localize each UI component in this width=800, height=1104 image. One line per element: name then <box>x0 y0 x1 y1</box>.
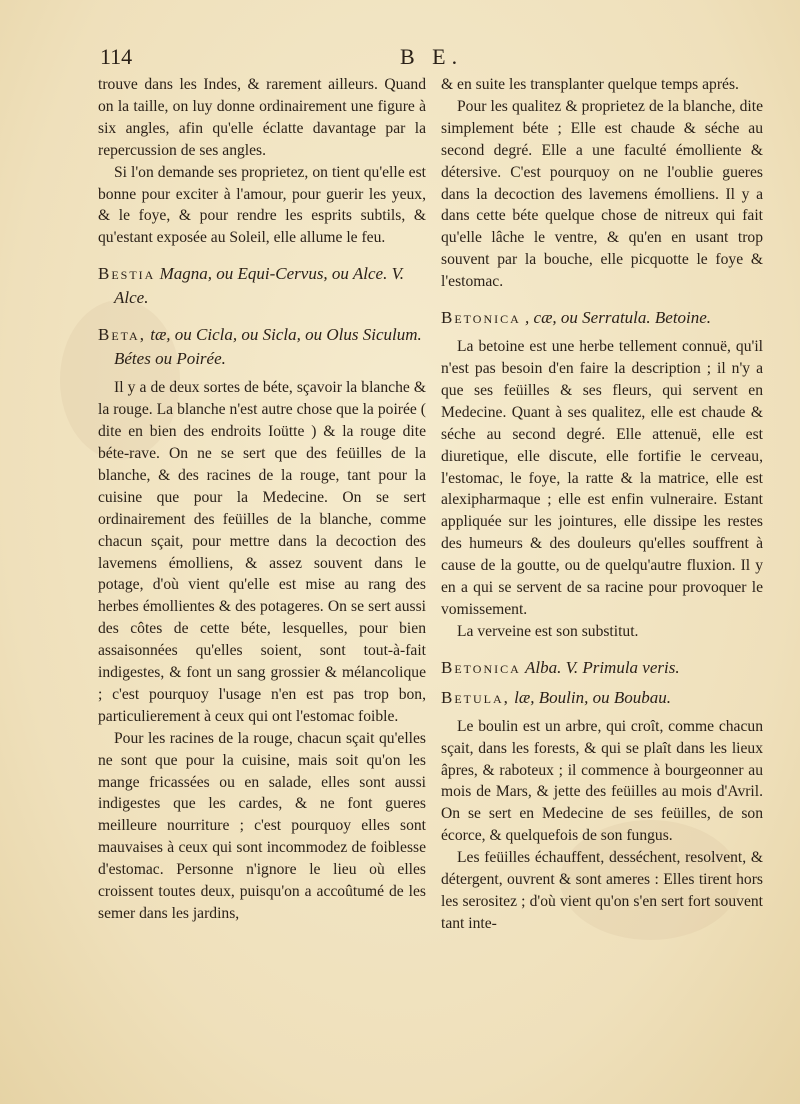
entry-heading-betonica <box>441 306 763 330</box>
headword-variants: , cæ, ou Serratula. Betoine. <box>525 308 712 328</box>
headword-variants: læ, Boulin, ou Boubau. <box>514 687 671 707</box>
headword: Betula, <box>441 687 510 707</box>
headword: Bestia <box>98 264 156 284</box>
paragraph: Pour les qualitez & proprietez de la blanche, dite simplement béte ; Elle est chaude & séche au second degré. Elle a une faculté émolliente & détersive. C'est pourquoy on ne l'oublie gueres dans la decoction des lavemens émolliens. Il y a dans cette béte quelque chose de nitreux qui fait qu'elle lâche le ventre, & qu'en en usant trop souvent par la bouche, elle picquotte le foye & l'estomac. <box>441 97 763 291</box>
running-head <box>100 44 760 74</box>
headword: Beta, <box>98 325 146 345</box>
headword: Betonica <box>441 657 521 677</box>
headword-variants: Alba. V. Primula veris. <box>525 657 680 677</box>
paragraph: Si l'on demande ses proprietez, on tient qu'elle est bonne pour exciter à l'amour, pour guerir les yeux, & le foye, & pour rendre les esprits subtils, & qu'estant exposée au Soleil, elle allume le feu. <box>98 163 426 247</box>
headword-variants: tæ, ou Cicla, ou Sicla, ou Olus Siculum. Bétes ou Poirée. <box>114 325 422 369</box>
paragraph: Les feüilles échauffent, desséchent, resolvent, & détergent, ouvrent & sont ameres : Elles tirent hors les serositez ; d'où vient qu'on s'en sert fort souvent tant inte- <box>441 849 763 932</box>
paragraph: La verveine est son substitut. <box>457 622 639 640</box>
paragraph: & en suite les transplanter quelque temps aprés. <box>441 76 739 93</box>
headword-variants: Magna, ou Equi-Cervus, ou Alce. V. Alce. <box>114 264 405 308</box>
entry-heading-beta <box>98 323 426 371</box>
paragraph: La betoine est une herbe tellement connuë, qu'il n'est pas besoin d'en faire la description ; il n'y a que ses feüilles & ses fleurs, qui servent en Medecine. Quant à ses qualitez, elle est chaude & séche au second degré. Elle attenuë, elle est diuretique, elle discute, elle fortifie le cerveau, l'estomac, le foye, la ratte & la matrice, elle est alexipharmaque ; elle est enfin vulneraire. Estant appliquée sur les jointures, elle dissipe les restes des humeurs & des douleurs qu'elles souffrent à cause de la goutte, ou de quelqu'autre fluxion. Il y en a qui se servent de sa racine pour provoquer le vomissement. <box>441 338 763 618</box>
entry-heading-betula <box>441 686 763 710</box>
entry-heading-betonica-alba <box>441 656 763 680</box>
running-title: B E. <box>400 44 464 69</box>
headword: Betonica <box>441 308 521 328</box>
entry-heading-bestia <box>98 262 426 310</box>
left-column <box>98 74 426 925</box>
paragraph: Pour les racines de la rouge, chacun sçait qu'elles ne sont que pour la cuisine, mais soit qu'on les mange fricassées ou en salade, elles sont aussi indigestes que les cardes, & ne font gueres meilleure nourriture ; c'est pourquoy elles sont mauvaises à ceux qui sont incommodez de foiblesse d'estomac. Personne n'ignore le lieu où elles croissent toutes deux, puisqu'on a accoûtumé de les semer dans les jardins, <box>98 729 426 922</box>
right-column <box>441 74 763 935</box>
paragraph: trouve dans les Indes, & rarement ailleurs. Quand on la taille, on luy donne ordinairement une figure à six angles, afin qu'elle éclatte davantage par la repercussion de ses angles. <box>98 76 426 159</box>
page-number: 114 <box>100 44 133 69</box>
paragraph: Il y a de deux sortes de béte, sçavoir la blanche & la rouge. La blanche n'est autre chose que la poirée ( dite en bien des endroits Ioütte ) & la rouge dite béte-rave. On ne se sert que des feüilles de la blanche, & des racines de la rouge, tant pour la cuisine que pour la Medecine. On se sert ordinairement des feüilles de la blanche, comme chacun sçait, pour mettre dans la decoction des lavemens émolliens, & assez souvent dans le potage, d'où vient qu'elle est mise au rang des herbes émollientes & des potageres. On se sert aussi des côtes de cette béte, lesquelles, pour bien assaisonnées qu'elles soient, sont tout-à-fait indigestes, & font un sang grossier & mélancolique ; c'est pourquoy l'usage n'en est pas trop bon, particulierement à ceux qui ont l'estomac foible. <box>98 379 426 725</box>
paragraph: Le boulin est un arbre, qui croît, comme chacun sçait, dans les forests, & qui se plaît dans les lieux âpres, & raboteux ; il commence à bourgeonner au mois de Mars, & jette des feüilles au mois d'Avril. On se sert en Medecine de ses feüilles, de son écorce, & quelquefois de son fungus. <box>441 717 763 845</box>
